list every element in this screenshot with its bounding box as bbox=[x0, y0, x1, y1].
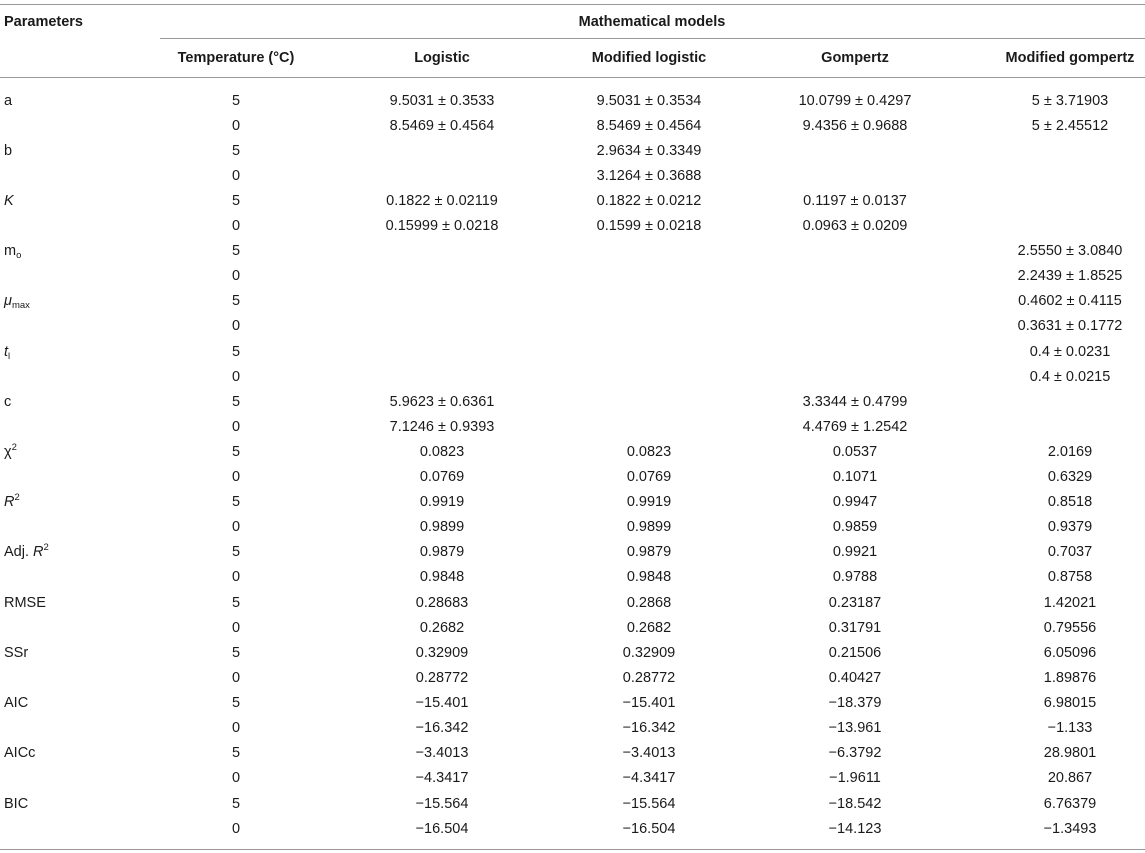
modified-gompertz-cell: 0.9379 bbox=[1047, 519, 1093, 535]
logistic-cell: 0.0823 bbox=[419, 444, 465, 460]
modified-gompertz-cell: 0.6329 bbox=[1047, 469, 1093, 485]
param-r2 bbox=[4, 492, 20, 512]
temperature-cell: 0 bbox=[231, 720, 241, 736]
modified-logistic-cell: −3.4013 bbox=[622, 745, 676, 761]
modified-gompertz-cell: 0.79556 bbox=[1043, 620, 1097, 636]
modified-logistic-cell: 0.9919 bbox=[626, 494, 672, 510]
logistic-cell: −15.564 bbox=[415, 796, 469, 812]
gompertz-cell: 10.0799 ± 0.4297 bbox=[798, 93, 912, 109]
logistic-cell: 0.2682 bbox=[419, 620, 465, 636]
modified-gompertz-cell: 1.89876 bbox=[1043, 670, 1097, 686]
gompertz-cell: −18.542 bbox=[828, 796, 882, 812]
logistic-cell: 8.5469 ± 0.4564 bbox=[389, 118, 495, 134]
param-adj-r2 bbox=[4, 542, 49, 562]
logistic-cell: 5.9623 ± 0.6361 bbox=[389, 394, 495, 410]
temperature-cell: 0 bbox=[231, 519, 241, 535]
temperature-cell: 5 bbox=[231, 93, 241, 109]
modified-logistic-cell: −4.3417 bbox=[622, 770, 676, 786]
logistic-cell: −16.504 bbox=[415, 821, 469, 837]
modified-logistic-cell: −15.401 bbox=[622, 695, 676, 711]
modified-gompertz-cell: 5 ± 3.71903 bbox=[1031, 93, 1109, 109]
param-adj-prefix: Adj. bbox=[4, 544, 34, 560]
temperature-cell: 5 bbox=[231, 645, 241, 661]
modified-gompertz-cell: 6.05096 bbox=[1043, 645, 1097, 661]
temperature-cell: 0 bbox=[231, 821, 241, 837]
modified-logistic-cell: 0.32909 bbox=[622, 645, 676, 661]
modified-gompertz-cell: 2.2439 ± 1.8525 bbox=[1017, 268, 1123, 284]
gompertz-cell: 4.4769 ± 1.2542 bbox=[802, 419, 908, 435]
param-k-label: K bbox=[4, 193, 14, 209]
temperature-cell: 5 bbox=[231, 796, 241, 812]
modified-gompertz-cell: 2.0169 bbox=[1047, 444, 1093, 460]
logistic-cell: 0.0769 bbox=[419, 469, 465, 485]
modified-gompertz-cell: 0.3631 ± 0.1772 bbox=[1017, 318, 1123, 334]
modified-gompertz-cell: −1.133 bbox=[1047, 720, 1093, 736]
header-mathematical-models: Mathematical models bbox=[578, 14, 726, 30]
modified-logistic-cell: 0.0823 bbox=[626, 444, 672, 460]
col-header-modified-gompertz: Modified gompertz bbox=[1005, 50, 1135, 66]
gompertz-cell: 0.40427 bbox=[828, 670, 882, 686]
param-aicc bbox=[4, 743, 35, 763]
logistic-cell: −16.342 bbox=[415, 720, 469, 736]
temperature-cell: 0 bbox=[231, 268, 241, 284]
temperature-cell: 5 bbox=[231, 394, 241, 410]
gompertz-cell: 0.9788 bbox=[832, 569, 878, 585]
modified-gompertz-cell: 0.7037 bbox=[1047, 544, 1093, 560]
temperature-cell: 0 bbox=[231, 419, 241, 435]
logistic-cell: 0.1822 ± 0.02119 bbox=[386, 193, 498, 209]
logistic-cell: 0.32909 bbox=[415, 645, 469, 661]
modified-gompertz-cell: −1.3493 bbox=[1043, 821, 1097, 837]
temperature-cell: 0 bbox=[231, 369, 241, 385]
gompertz-cell: −6.3792 bbox=[828, 745, 882, 761]
col-header-modified-logistic: Modified logistic bbox=[591, 50, 707, 66]
param-mu-max bbox=[4, 291, 30, 311]
col-header-logistic: Logistic bbox=[414, 50, 470, 66]
temperature-cell: 5 bbox=[231, 745, 241, 761]
temperature-cell: 5 bbox=[231, 544, 241, 560]
gompertz-cell: −1.9611 bbox=[829, 770, 881, 786]
logistic-cell: −4.3417 bbox=[415, 770, 469, 786]
modified-gompertz-cell: 2.5550 ± 3.0840 bbox=[1017, 243, 1123, 259]
modified-logistic-cell: 0.0769 bbox=[626, 469, 672, 485]
logistic-cell: 0.9899 bbox=[419, 519, 465, 535]
modified-gompertz-cell: 1.42021 bbox=[1043, 595, 1097, 611]
temperature-cell: 5 bbox=[231, 143, 241, 159]
param-rmse bbox=[4, 593, 46, 613]
gompertz-cell: 0.1197 ± 0.0137 bbox=[803, 193, 907, 209]
gompertz-cell: 0.0963 ± 0.0209 bbox=[802, 218, 908, 234]
logistic-cell: 9.5031 ± 0.3533 bbox=[389, 93, 495, 109]
header-parameters: Parameters bbox=[4, 14, 83, 30]
modified-logistic-cell: 0.9899 bbox=[626, 519, 672, 535]
param-tl-label: t bbox=[4, 344, 9, 360]
header-rule bbox=[0, 77, 1145, 78]
temperature-cell: 0 bbox=[231, 318, 241, 334]
logistic-cell: 0.28772 bbox=[415, 670, 469, 686]
modified-gompertz-cell: 5 ± 2.45512 bbox=[1031, 118, 1109, 134]
modified-logistic-cell: −16.342 bbox=[622, 720, 676, 736]
param-bic bbox=[4, 794, 28, 814]
modified-gompertz-cell: 6.76379 bbox=[1043, 796, 1097, 812]
param-r2-superscript: 2 bbox=[14, 492, 20, 503]
temperature-cell: 5 bbox=[231, 444, 241, 460]
modified-logistic-cell: 0.9879 bbox=[626, 544, 672, 560]
temperature-cell: 0 bbox=[231, 620, 241, 636]
param-m0-label: m bbox=[4, 243, 17, 259]
param-aicc-label: AICc bbox=[4, 745, 36, 761]
logistic-cell: 0.9879 bbox=[419, 544, 465, 560]
param-r2-label: R bbox=[4, 494, 15, 510]
temperature-cell: 5 bbox=[231, 344, 241, 360]
temperature-cell: 5 bbox=[231, 193, 241, 209]
param-b-label: b bbox=[4, 143, 13, 159]
logistic-cell: 0.15999 ± 0.0218 bbox=[385, 218, 499, 234]
modified-gompertz-cell: 0.4 ± 0.0215 bbox=[1029, 369, 1111, 385]
gompertz-cell: 0.0537 bbox=[832, 444, 878, 460]
modified-gompertz-cell: 0.4 ± 0.0231 bbox=[1029, 344, 1111, 360]
param-adj-superscript: 2 bbox=[43, 542, 49, 553]
modified-logistic-cell: 2.9634 ± 0.3349 bbox=[596, 143, 702, 159]
modified-logistic-cell: 0.2682 bbox=[626, 620, 672, 636]
param-tl-subscript: l bbox=[8, 351, 11, 362]
modified-gompertz-cell: 0.8518 bbox=[1047, 494, 1093, 510]
temperature-cell: 0 bbox=[231, 469, 241, 485]
temperature-cell: 0 bbox=[231, 118, 241, 134]
modified-logistic-cell: 0.1599 ± 0.0218 bbox=[596, 218, 702, 234]
col-header-temperature: Temperature (°C) bbox=[177, 50, 295, 66]
bottom-rule bbox=[0, 849, 1145, 850]
param-mu-label: μ bbox=[4, 293, 12, 309]
temperature-cell: 5 bbox=[231, 595, 241, 611]
param-mu-subscript: max bbox=[11, 300, 30, 311]
gompertz-cell: −18.379 bbox=[828, 695, 882, 711]
temperature-cell: 0 bbox=[231, 670, 241, 686]
logistic-cell: −15.401 bbox=[415, 695, 469, 711]
modified-logistic-cell: 9.5031 ± 0.3534 bbox=[596, 93, 702, 109]
temperature-cell: 5 bbox=[231, 293, 241, 309]
temperature-cell: 5 bbox=[231, 695, 241, 711]
param-m0-subscript: o bbox=[16, 250, 22, 261]
gompertz-cell: 9.4356 ± 0.9688 bbox=[802, 118, 908, 134]
modified-logistic-cell: 0.2868 bbox=[626, 595, 672, 611]
gompertz-cell: 0.9859 bbox=[832, 519, 878, 535]
modified-logistic-cell: 0.1822 ± 0.0212 bbox=[596, 193, 702, 209]
gompertz-cell: 0.1071 bbox=[832, 469, 878, 485]
gompertz-cell: 0.23187 bbox=[828, 595, 882, 611]
param-m0 bbox=[4, 241, 21, 261]
col-header-gompertz: Gompertz bbox=[821, 50, 889, 66]
gompertz-cell: 0.31791 bbox=[828, 620, 882, 636]
param-aic bbox=[4, 693, 28, 713]
temperature-cell: 0 bbox=[231, 218, 241, 234]
param-chi-label: χ bbox=[4, 444, 12, 460]
param-a-label: a bbox=[4, 93, 13, 109]
gompertz-cell: 0.9921 bbox=[832, 544, 878, 560]
logistic-cell: 0.9848 bbox=[419, 569, 465, 585]
gompertz-cell: 0.21506 bbox=[828, 645, 882, 661]
temperature-cell: 0 bbox=[231, 569, 241, 585]
modified-gompertz-cell: 6.98015 bbox=[1043, 695, 1097, 711]
modified-logistic-cell: 0.9848 bbox=[626, 569, 672, 585]
modified-gompertz-cell: 0.8758 bbox=[1047, 569, 1093, 585]
modified-logistic-cell: 8.5469 ± 0.4564 bbox=[596, 118, 702, 134]
param-c-label: c bbox=[4, 394, 12, 410]
param-aic-label: AIC bbox=[4, 695, 29, 711]
temperature-cell: 5 bbox=[231, 243, 241, 259]
param-a bbox=[4, 91, 12, 111]
modified-gompertz-cell: 20.867 bbox=[1047, 770, 1093, 786]
gompertz-cell: 0.9947 bbox=[832, 494, 878, 510]
logistic-cell: 7.1246 ± 0.9393 bbox=[389, 419, 495, 435]
logistic-cell: 0.28683 bbox=[415, 595, 469, 611]
logistic-cell: −3.4013 bbox=[415, 745, 469, 761]
group-rule bbox=[160, 38, 1145, 39]
param-bic-label: BIC bbox=[4, 796, 29, 812]
modified-logistic-cell: 3.1264 ± 0.3688 bbox=[596, 168, 702, 184]
gompertz-cell: −14.123 bbox=[828, 821, 882, 837]
modified-gompertz-cell: 0.4602 ± 0.4115 bbox=[1018, 293, 1122, 309]
param-b bbox=[4, 141, 12, 161]
param-ssr bbox=[4, 643, 28, 663]
gompertz-cell: 3.3344 ± 0.4799 bbox=[802, 394, 908, 410]
modified-logistic-cell: −16.504 bbox=[622, 821, 676, 837]
param-c bbox=[4, 392, 11, 412]
temperature-cell: 0 bbox=[231, 770, 241, 786]
param-rmse-label: RMSE bbox=[4, 595, 46, 611]
param-adj-label: R bbox=[33, 544, 44, 560]
temperature-cell: 0 bbox=[231, 168, 241, 184]
modified-gompertz-cell: 28.9801 bbox=[1043, 745, 1097, 761]
param-chi2 bbox=[4, 442, 17, 462]
param-tl bbox=[4, 342, 10, 362]
param-chi-superscript: 2 bbox=[11, 442, 17, 453]
logistic-cell: 0.9919 bbox=[419, 494, 465, 510]
temperature-cell: 5 bbox=[231, 494, 241, 510]
modified-logistic-cell: −15.564 bbox=[622, 796, 676, 812]
top-rule bbox=[0, 4, 1145, 5]
param-k bbox=[4, 191, 14, 211]
modified-logistic-cell: 0.28772 bbox=[622, 670, 676, 686]
param-ssr-label: SSr bbox=[4, 645, 29, 661]
gompertz-cell: −13.961 bbox=[828, 720, 882, 736]
